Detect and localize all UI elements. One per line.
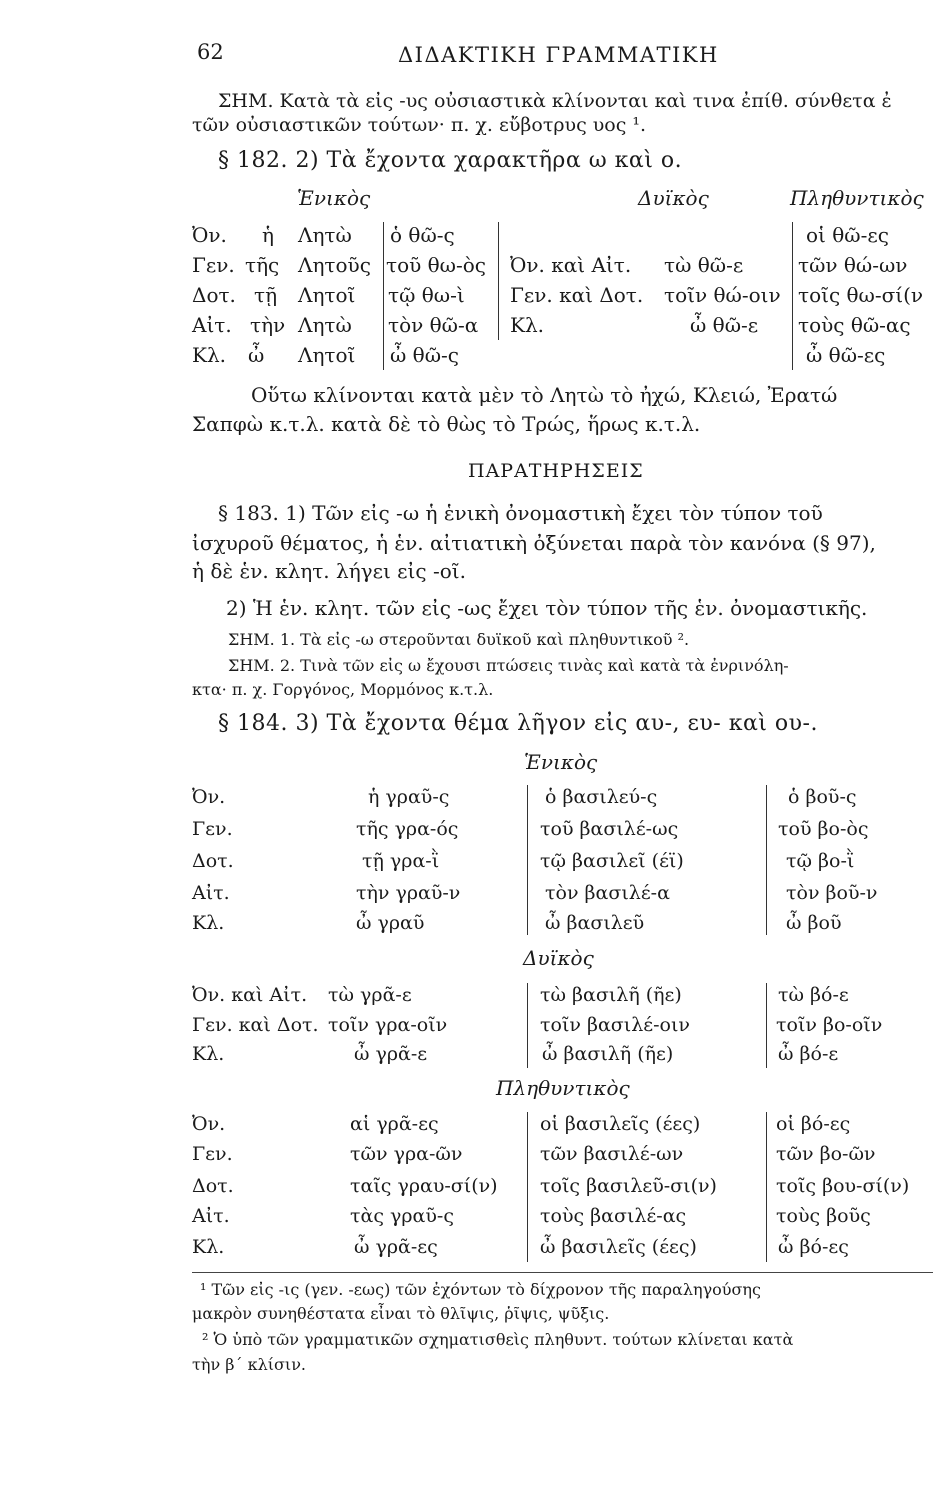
noun-form: τοῖς βασιλεῦ-σι(ν)	[540, 1175, 717, 1197]
noun-form: τοῦ βο-ὸς	[778, 818, 869, 840]
subsection-title: ΠΑΡΑΤΗΡΗΣΕΙΣ	[468, 460, 644, 482]
case-label: Κλ.	[192, 912, 225, 934]
column-label-singular: Ἑνικὸς	[297, 186, 371, 210]
noun-form: τῶν βο-ῶν	[776, 1143, 876, 1165]
noun-form: ὦ θῶ-ε	[690, 313, 759, 337]
noun-form: τοὺς θῶ-ας	[798, 313, 911, 337]
case-label: Γεν. καὶ Δοτ.	[510, 283, 644, 307]
article: ἡ	[262, 223, 274, 247]
note-line: ΣΗΜ. Κατὰ τὰ εἰς -υς οὐσιαστικὰ κλίνονται καὶ τινα ἐπίθ. σύνθετα ἐ	[218, 90, 892, 112]
column-rule	[766, 1112, 767, 1262]
noun-form: ὦ βοῦ	[786, 912, 842, 934]
noun-form: οἱ θῶ-ες	[806, 223, 889, 247]
case-label: Ὀν.	[192, 1113, 226, 1135]
noun-form: τὸν θῶ-α	[388, 313, 479, 337]
paragraph-line: ἰσχυροῦ θέματος, ἡ ἑν. αἰτιατικὴ ὀξύνεται παρὰ τὸν κανόνα (§ 97),	[192, 531, 876, 555]
page-number: 62	[197, 40, 224, 64]
noun-form: τὼ γρᾶ-ε	[328, 984, 412, 1006]
noun-form: τῶν θώ-ων	[798, 253, 908, 277]
footnote-line: τὴν β΄ κλίσιν.	[192, 1355, 307, 1374]
noun-form: οἱ βασιλεῖς (έες)	[540, 1113, 701, 1135]
noun-form: Λητοῖ	[298, 343, 356, 367]
noun-form: τοῖν γρα-οῖν	[328, 1014, 448, 1036]
noun-form: τῷ θω-ὶ	[388, 283, 465, 307]
number-label-plural: Πληθυντικὸς	[496, 1076, 630, 1100]
noun-form: ὦ βό-ες	[778, 1236, 849, 1258]
noun-form: τῷ βασιλεῖ (έϊ)	[540, 850, 684, 872]
noun-form: τὸν βοῦ-ν	[786, 882, 878, 904]
noun-form: ὦ βασιλῆ (ῆε)	[542, 1043, 674, 1065]
case-label: Γεν.	[192, 1143, 233, 1165]
paragraph-line: Σαπφὼ κ.τ.λ. κατὰ δὲ τὸ θὼς τὸ Τρώς, ἥρως κ.τ.λ.	[192, 412, 701, 436]
column-label-plural: Πληθυντικὸς	[790, 186, 924, 210]
noun-form: ταῖς γραυ-σί(ν)	[350, 1175, 498, 1197]
noun-form: Λητὼ	[298, 313, 352, 337]
noun-form: τῇ γρα-ῒ	[362, 850, 440, 872]
column-rule	[527, 785, 528, 935]
case-label: Αἰτ.	[192, 1205, 230, 1227]
footnote-line: ² Ὁ ὑπὸ τῶν γραμματικῶν σχηματισθεὶς πληθυντ. τούτων κλίνεται κατὰ	[202, 1330, 794, 1349]
case-label: Γεν.	[192, 253, 235, 277]
noun-form: τὼ βό-ε	[778, 984, 849, 1006]
article: ὦ	[248, 343, 265, 367]
case-label: Ὀν.	[192, 223, 227, 247]
noun-form: τῷ βο-ῒ	[786, 850, 855, 872]
noun-form: ὦ γρᾶ-ε	[354, 1043, 428, 1065]
noun-form: ἡ γραῦ-ς	[368, 786, 450, 808]
noun-form: τὴν γραῦ-ν	[356, 882, 461, 904]
noun-form: τοῖν βασιλέ-οιν	[540, 1014, 690, 1036]
case-label: Κλ.	[192, 343, 226, 367]
case-label: Κλ.	[510, 313, 544, 337]
paragraph-line: ἡ δὲ ἑν. κλητ. λήγει εἰς -οῖ.	[192, 559, 466, 583]
case-label: Δοτ.	[192, 850, 234, 872]
paragraph-line: Οὕτω κλίνονται κατὰ μὲν τὸ Λητὼ τὸ ἠχώ, Κλειώ, Ἐρατώ	[251, 383, 838, 407]
noun-form: τοῖς βου-σί(ν)	[776, 1175, 910, 1197]
noun-form: ὦ βασιλεῦ	[545, 912, 645, 934]
case-label: Αἰτ.	[192, 882, 230, 904]
column-rule	[766, 983, 767, 1068]
case-label: Δοτ.	[192, 283, 236, 307]
noun-form: ὁ θῶ-ς	[390, 223, 455, 247]
noun-form: Λητοῖ	[298, 283, 356, 307]
running-title: ΔΙΔΑΚΤΙΚΗ ΓΡΑΜΜΑΤΙΚΗ	[398, 43, 719, 67]
noun-form: τῶν γρα-ῶν	[350, 1143, 463, 1165]
noun-form: τῶν βασιλέ-ων	[540, 1143, 684, 1165]
paragraph-line: 2) Ἡ ἑν. κλητ. τῶν εἰς -ως ἔχει τὸν τύπον τῆς ἑν. ὀνομαστικῆς.	[226, 596, 868, 620]
noun-form: ὦ θῶ-ς	[390, 343, 459, 367]
noun-form: τὸν βασιλέ-α	[545, 882, 670, 904]
noun-form: τῆς γρα-ός	[356, 818, 459, 840]
case-label: Κλ.	[192, 1236, 225, 1258]
column-rule	[383, 222, 384, 370]
noun-form: Λητοῦς	[298, 253, 371, 277]
section-heading: § 182. 2) Τὰ ἔχοντα χαρακτῆρα ω καὶ ο.	[218, 148, 683, 173]
noun-form: τοῦ βασιλέ-ως	[540, 818, 679, 840]
noun-form: ὦ γρᾶ-ες	[354, 1236, 438, 1258]
column-rule	[527, 983, 528, 1068]
footnote-line: μακρὸν συνηθέστατα εἶναι τὸ θλῖψις, ῥῖψις, ψῦξις.	[192, 1304, 610, 1323]
footnote-line: ¹ Τῶν εἰς -ις (γεν. -εως) τῶν ἐχόντων τὸ δίχρονον τῆς παραληγούσης	[200, 1280, 761, 1299]
paragraph-line: § 183. 1) Τῶν εἰς -ω ἡ ἑνικὴ ὀνομαστικὴ ἔχει τὸν τύπον τοῦ	[218, 501, 823, 525]
noun-form: τοῖς θω-σί(ν	[798, 283, 924, 307]
noun-form: ὦ γραῦ	[356, 912, 425, 934]
noun-form: αἱ γρᾶ-ες	[350, 1113, 439, 1135]
case-label: Γεν. καὶ Δοτ.	[192, 1014, 319, 1036]
noun-form: οἱ βό-ες	[776, 1113, 851, 1135]
column-rule	[527, 1112, 528, 1262]
noun-form: ὁ βασιλεύ-ς	[545, 786, 658, 808]
column-rule	[792, 222, 793, 370]
column-label-dual: Δυϊκὸς	[638, 186, 709, 210]
section-heading: § 184. 3) Τὰ ἔχοντα θέμα λῆγον εἰς αυ-, ευ- καὶ ου-.	[218, 711, 818, 736]
note-line: ΣΗΜ. 1. Τὰ εἰς -ω στεροῦνται δυϊκοῦ καὶ πληθυντικοῦ ².	[228, 630, 690, 649]
noun-form: ὦ βασιλεῖς (έες)	[540, 1236, 697, 1258]
noun-form: τοὺς βοῦς	[776, 1205, 871, 1227]
noun-form: τοῖν βο-οῖν	[776, 1014, 883, 1036]
case-label: Δοτ.	[192, 1175, 234, 1197]
case-label: Γεν.	[192, 818, 233, 840]
case-label: Αἰτ.	[192, 313, 232, 337]
noun-form: τὼ θῶ-ε	[664, 253, 744, 277]
noun-form: ὁ βοῦ-ς	[788, 786, 857, 808]
article: τῆς	[245, 253, 280, 277]
case-label: Ὀν.	[192, 786, 226, 808]
noun-form: τοὺς βασιλέ-ας	[540, 1205, 687, 1227]
number-label-dual: Δυϊκὸς	[523, 946, 594, 970]
noun-form: τὰς γραῦ-ς	[350, 1205, 454, 1227]
case-label: Ὀν. καὶ Αἰτ.	[192, 984, 308, 1006]
noun-form: Λητὼ	[298, 223, 352, 247]
column-rule	[498, 222, 499, 340]
note-line: κτα· π. χ. Γοργόνος, Μορμόνος κ.τ.λ.	[192, 680, 494, 699]
column-rule	[766, 785, 767, 935]
article: τὴν	[250, 313, 286, 337]
number-label-singular: Ἑνικὸς	[524, 750, 598, 774]
noun-form: τοῖν θώ-οιν	[664, 283, 781, 307]
case-label: Κλ.	[192, 1043, 225, 1065]
noun-form: ὦ θῶ-ες	[806, 343, 886, 367]
note-line: τῶν οὐσιαστικῶν τούτων· π. χ. εὔβοτρυς υος ¹.	[192, 114, 647, 136]
noun-form: τὼ βασιλῆ (ῆε)	[540, 984, 682, 1006]
noun-form: τοῦ θω-ὸς	[386, 253, 486, 277]
note-line: ΣΗΜ. 2. Τινὰ τῶν εἰς ω ἔχουσι πτώσεις τινὰς καὶ κατὰ τὰ ἐνρινόλη-	[228, 656, 789, 675]
footnote-rule	[192, 1272, 933, 1273]
case-label: Ὀν. καὶ Αἰτ.	[510, 253, 632, 277]
noun-form: ὦ βό-ε	[778, 1043, 839, 1065]
article: τῇ	[254, 283, 278, 307]
